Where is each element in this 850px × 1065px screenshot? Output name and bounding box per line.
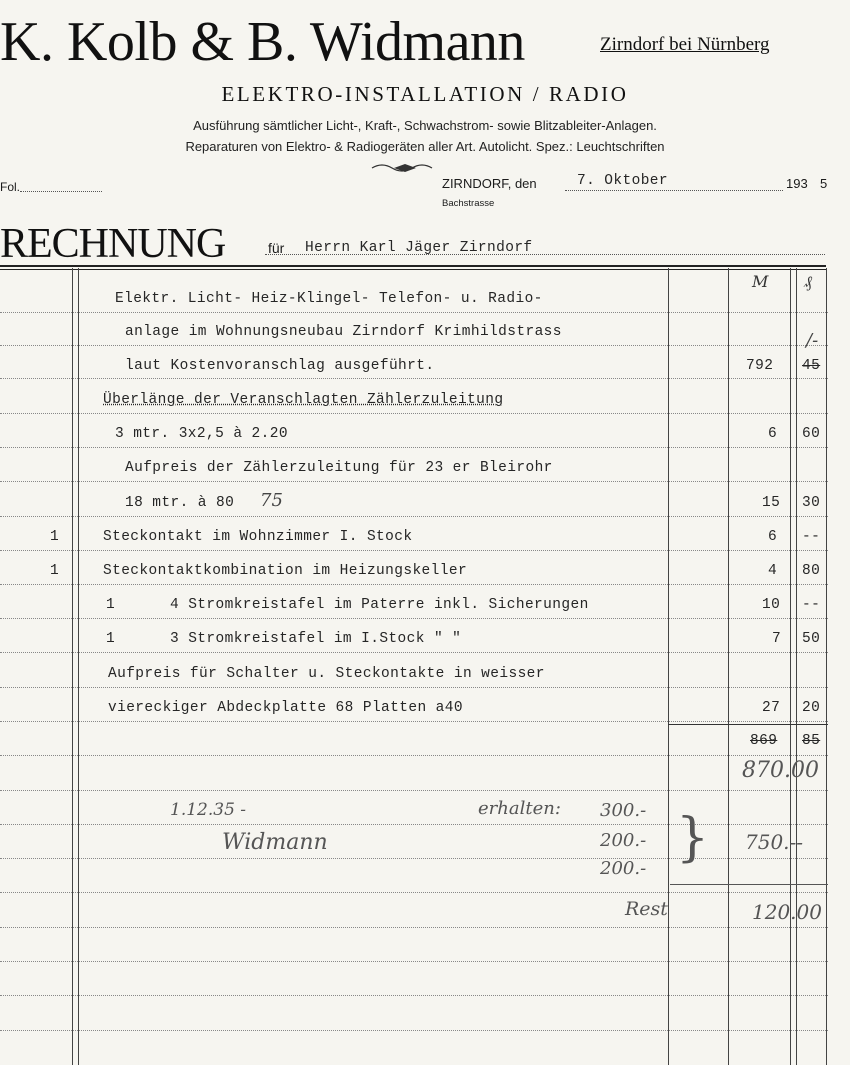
item-text: Steckontakt im Wohnzimmer I. Stock <box>103 529 413 545</box>
item-qty: 1 <box>50 563 60 579</box>
item-amount-pf: 45 <box>802 358 821 374</box>
item-text: anlage im Wohnungsneubau Zirndorf Krimhildstrass <box>125 324 562 340</box>
item-text: Steckontaktkombination im Heizungskeller <box>103 563 468 579</box>
ledger-row-line <box>0 378 828 379</box>
signature: Widmann <box>222 830 328 855</box>
ornament-flourish-icon <box>370 160 440 179</box>
ledger-row-line <box>0 312 828 313</box>
services-line-1: Ausführung sämtlicher Licht-, Kraft-, Schwachstrom- sowie Blitzableiter-Anlagen. <box>193 118 657 133</box>
item-qty: 1 <box>106 597 116 613</box>
ledger-row-line <box>0 447 828 448</box>
item-amount-mark: 6 <box>768 426 778 442</box>
firm-location: Zirndorf bei Nürnberg <box>600 34 770 55</box>
folio-dotted-line <box>20 191 102 192</box>
ledger-row-line <box>0 1030 828 1031</box>
ledger-row-line <box>0 687 828 688</box>
column-rule <box>72 268 73 1065</box>
item-text: Überlänge der Veranschlagten Zählerzuleitung <box>103 392 504 408</box>
street-label: Bachstrasse <box>442 198 495 209</box>
column-rule <box>790 268 791 1065</box>
currency-mark-header: M <box>752 272 769 291</box>
date-dotted-line <box>565 190 783 191</box>
payment-amount: 200.- <box>600 858 647 879</box>
balance-amount: 120.00 <box>752 900 822 924</box>
balance-rule <box>670 884 828 885</box>
invoice-date: 7. Oktober <box>577 173 669 189</box>
item-text: viereckiger Abdeckplatte 68 Platten a40 <box>108 700 463 716</box>
recipient-name: Herrn Karl Jäger Zirndorf <box>305 240 533 256</box>
item-text: 4 Stromkreistafel im Paterre inkl. Sicherungen <box>170 597 589 613</box>
ledger-row-line <box>0 516 828 517</box>
recipient-dotted-line <box>265 254 825 255</box>
ledger-row-line <box>0 345 828 346</box>
item-amount-mark: 792 <box>746 358 774 374</box>
year-printed: 193 <box>786 176 808 191</box>
item-text: 3 mtr. 3x2,5 à 2.20 <box>115 426 288 442</box>
subtotal-pf: 85 <box>802 733 821 749</box>
place-label: ZIRNDORF, den <box>442 176 537 191</box>
item-text: laut Kostenvoranschlag ausgeführt. <box>125 358 435 374</box>
item-amount-mark: 4 <box>768 563 778 579</box>
payments-label: erhalten: <box>478 798 561 819</box>
item-text: 3 Stromkreistafel im I.Stock " " <box>170 631 462 647</box>
item-amount-mark: 6 <box>768 529 778 545</box>
column-rule <box>668 268 669 1065</box>
item-qty: 1 <box>106 631 116 647</box>
firm-name: K. Kolb & B. Widmann <box>0 11 525 73</box>
item-qty: 1 <box>50 529 60 545</box>
item-amount-pf: -- <box>802 597 821 613</box>
invoice-title: RECHNUNG <box>0 221 226 267</box>
correction-mark: /- <box>806 330 819 351</box>
item-amount-pf: 50 <box>802 631 821 647</box>
ledger-row-line <box>0 961 828 962</box>
for-label: für <box>268 240 285 256</box>
ledger-row-line <box>0 584 828 585</box>
item-amount-mark: 27 <box>762 700 781 716</box>
item-text: Aufpreis der Zählerzuleitung für 23 er Bleirohr <box>125 460 553 476</box>
currency-pfennig-header: ₰ <box>804 272 812 291</box>
services-line-2: Reparaturen von Elektro- & Radiogeräten aller Art. Autolicht. Spez.: Leuchtschriften <box>185 139 665 154</box>
table-top-rule-thin <box>0 269 826 270</box>
ledger-row-line <box>0 892 828 893</box>
payments-brace-icon: } <box>676 808 710 868</box>
folio-label: Fol. <box>0 180 21 194</box>
payment-amount: 300.- <box>600 800 647 821</box>
column-rule <box>796 268 797 1065</box>
item-amount-pf: 30 <box>802 495 821 511</box>
column-rule <box>728 268 729 1065</box>
column-rule <box>826 268 827 1065</box>
ledger-row-line <box>0 790 828 791</box>
trade-line: ELEKTRO-INSTALLATION / RADIO <box>221 82 629 106</box>
item-amount-mark: 15 <box>762 495 781 511</box>
payment-amount: 200.- <box>600 830 647 851</box>
table-top-rule <box>0 265 826 267</box>
ledger-row-line <box>0 413 828 414</box>
ledger-row-line <box>0 755 828 756</box>
item-amount-pf: -- <box>802 529 821 545</box>
ledger-row-line <box>0 481 828 482</box>
ledger-row-line <box>0 550 828 551</box>
handwritten-date-note: 1.12.35 - <box>170 800 247 820</box>
subtotal-mark: 869 <box>750 733 778 749</box>
item-text: 18 mtr. à 80 <box>125 495 235 511</box>
ledger-row-line <box>0 927 828 928</box>
ledger-row-line <box>0 652 828 653</box>
item-amount-mark: 7 <box>772 631 782 647</box>
item-text: Elektr. Licht- Heiz-Klingel- Telefon- u. Radio- <box>115 291 543 307</box>
sum-rule <box>668 724 828 725</box>
ledger-row-line <box>0 995 828 996</box>
ledger-row-line <box>0 618 828 619</box>
column-rule <box>78 268 79 1065</box>
payments-sum: 750.-- <box>745 830 804 854</box>
item-amount-pf: 20 <box>802 700 821 716</box>
item-text: Aufpreis für Schalter u. Steckontakte in weisser <box>108 666 545 682</box>
year-typed: 5 <box>820 176 828 191</box>
item-amount-pf: 80 <box>802 563 821 579</box>
handwritten-correction: 75 <box>260 490 283 511</box>
handwritten-total: 870.00 <box>742 758 819 783</box>
rest-label: Rest <box>625 898 668 920</box>
item-amount-mark: 10 <box>762 597 781 613</box>
ledger-row-line <box>0 721 828 722</box>
item-amount-pf: 60 <box>802 426 821 442</box>
